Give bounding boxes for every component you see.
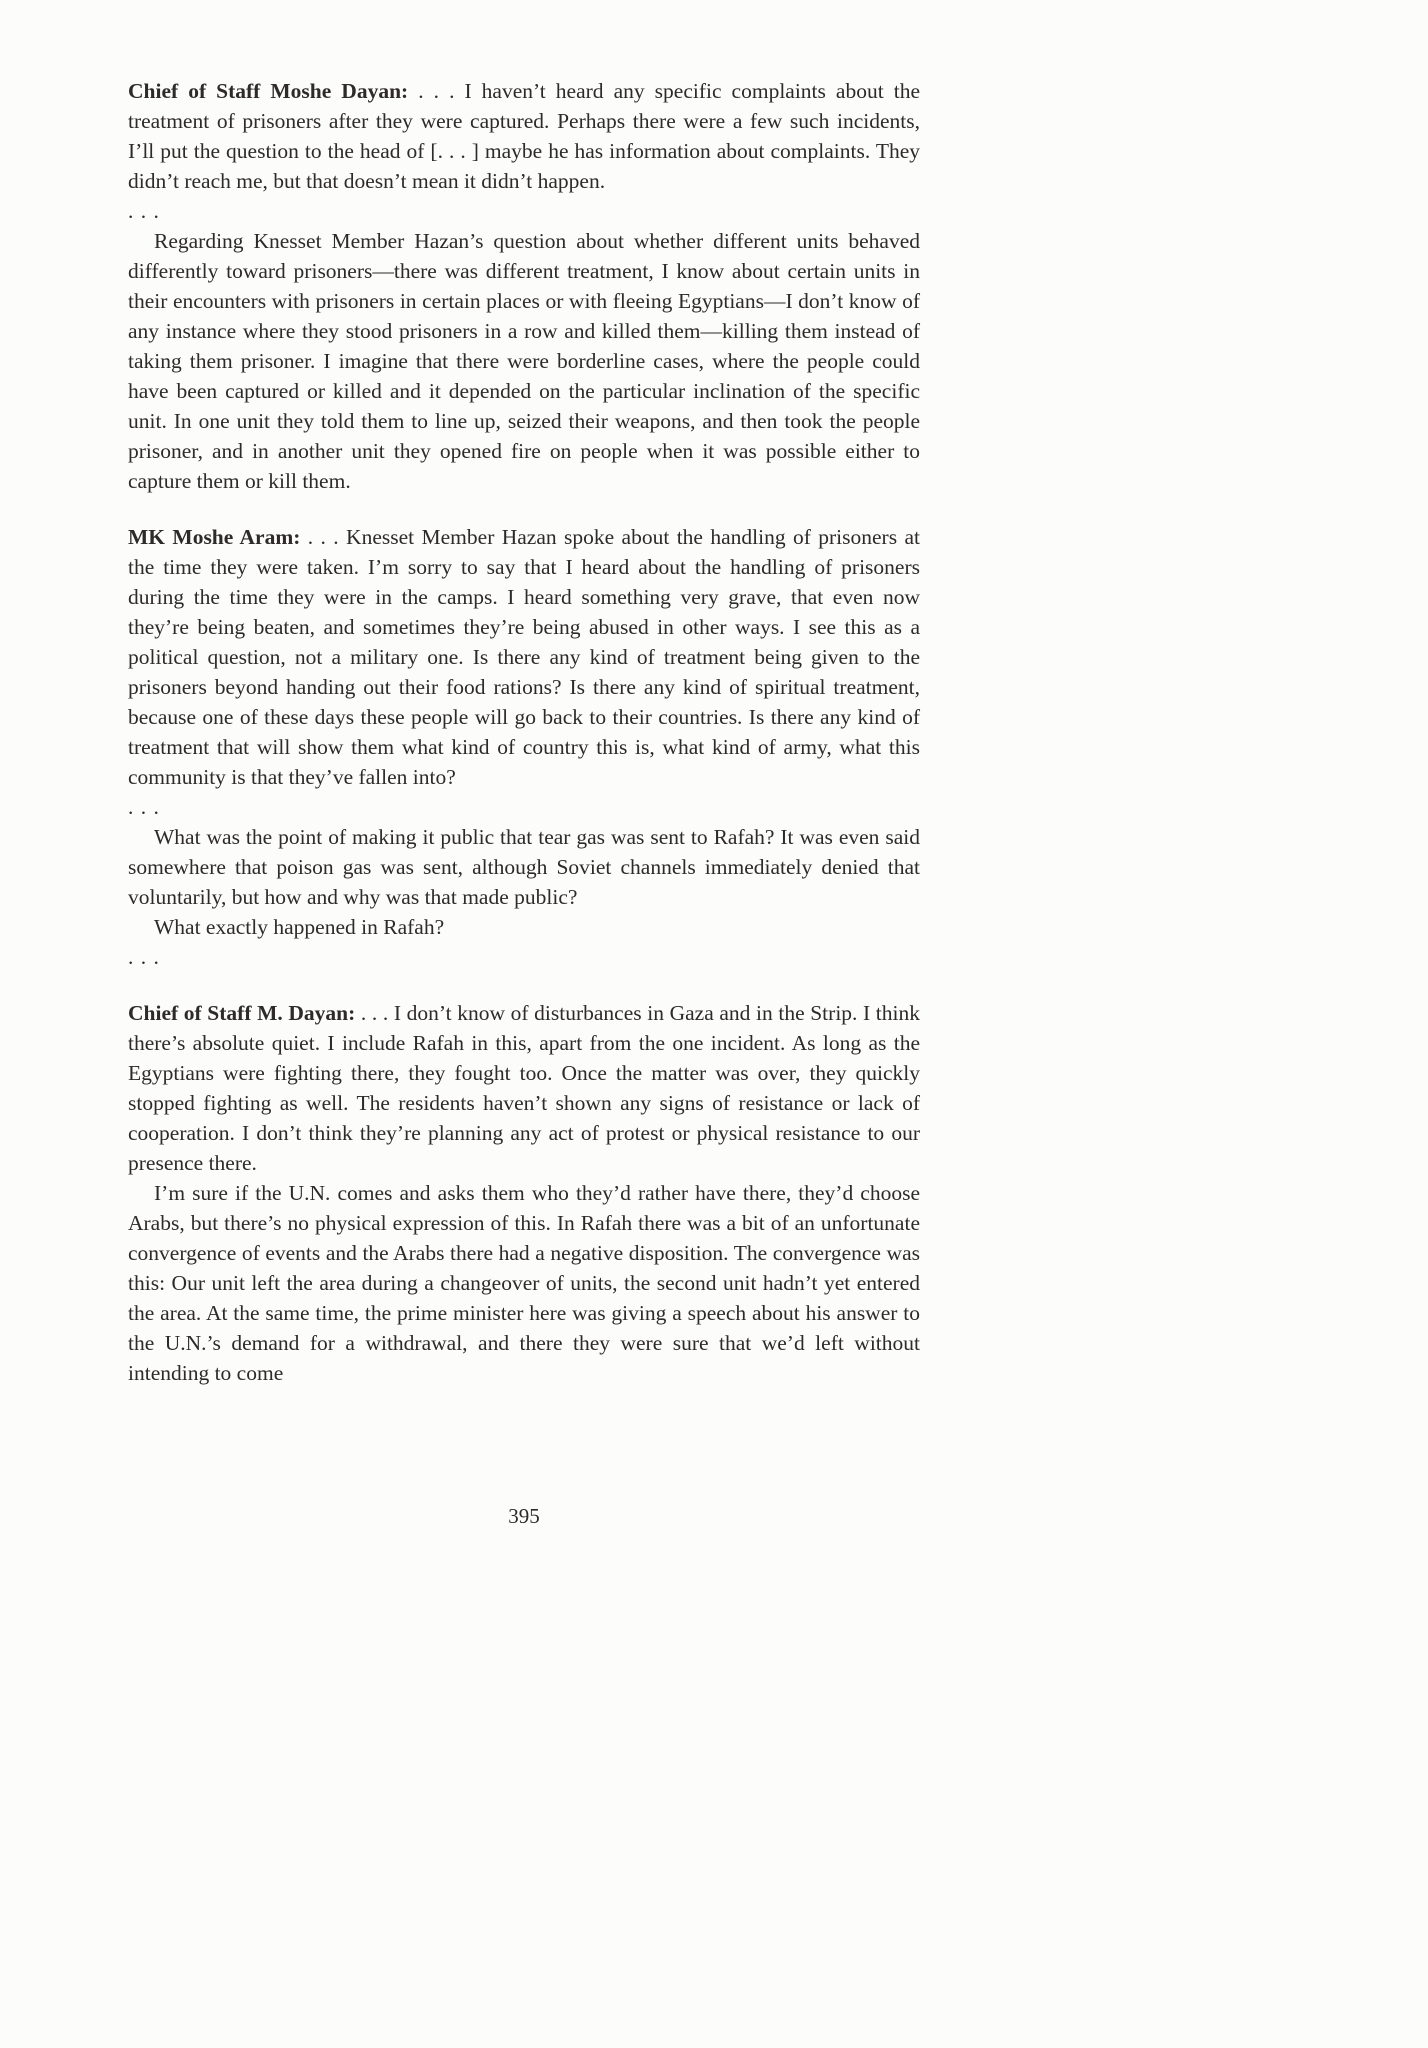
- paragraph-dayan-second-continued: I’m sure if the U.N. comes and asks them who they’d rather have there, they’d choose Arabs, but there’s no physical expression of this. In Rafah there was a bit of an unfortunate convergence of events and the Arabs there had a negative disposition. The convergence was this: Our unit left the area during a changeover of units, the second unit hadn’t yet entered the area. At the same time, the prime minister here was giving a speech about his answer to the U.N.’s demand for a withdrawal, and there they were sure that we’d left without intending to come: [128, 1181, 920, 1385]
- paragraph-aram-rafah-question: What exactly happened in Rafah?: [154, 915, 445, 939]
- page-number: 395: [508, 1504, 540, 1528]
- speaker-name: MK Moshe Aram:: [128, 525, 301, 549]
- speaker-name: Chief of Staff M. Dayan:: [128, 1001, 356, 1025]
- speaker-name: Chief of Staff Moshe Dayan:: [128, 79, 409, 103]
- paragraph-text: . . . I haven’t heard any specific complaints about the treatment of prisoners after they were captured. Perhaps there were a few such incidents, I’ll put the question to the head of [. . . ] maybe he has information about complaints. They didn’t reach me, but that doesn’t mean it didn’t happen.: [128, 79, 921, 193]
- paragraph-text: . . . I don’t know of disturbances in Gaza and in the Strip. I think there’s absolute quiet. I include Rafah in this, apart from the one incident. As long as the Egyptians were fighting there, they fought too. Once the matter was over, they quickly stopped fighting as well. The residents haven’t shown any signs of resistance or lack of cooperation. I don’t think they’re planning any act of protest or physical resistance to our presence there.: [128, 1001, 920, 1175]
- paragraph-dayan-first: [128, 76, 920, 196]
- ellipsis-line: . . .: [128, 945, 160, 969]
- paragraph-aram-teargas: What was the point of making it public that tear gas was sent to Rafah? It was even said somewhere that poison gas was sent, although Soviet channels immediately denied that voluntarily, but how and why was that made public?: [128, 825, 920, 909]
- paragraph-dayan-continued: Regarding Knesset Member Hazan’s question about whether different units behaved differently toward prisoners—there was different treatment, I know about certain units in their encounters with prisoners in certain places or with fleeing Egyptians—I don’t know of any instance where they stood prisoners in a row and killed them—killing them instead of taking them prisoner. I imagine that there were borderline cases, where the people could have been captured or killed and it depended on the particular inclination of the specific unit. In one unit they told them to line up, seized their weapons, and then took the people prisoner, and in another unit they opened fire on people when it was possible either to capture them or kill them.: [128, 229, 920, 493]
- ellipsis-line: . . .: [128, 795, 160, 819]
- ellipsis-line: . . .: [128, 199, 160, 223]
- paragraph-text: . . . Knesset Member Hazan spoke about the handling of prisoners at the time they were taken. I’m sorry to say that I heard about the handling of prisoners during the time they were in the camps. I heard something very grave, that even now they’re being beaten, and sometimes they’re being abused in other ways. I see this as a political question, not a military one. Is there any kind of treatment being given to the prisoners beyond handing out their food rations? Is there any kind of spiritual treatment, because one of these days these people will go back to their countries. Is there any kind of treatment that will show them what kind of country this is, what kind of army, what this community is that they’ve fallen into?: [128, 525, 920, 789]
- paragraph-aram: [128, 522, 920, 792]
- text-column: [128, 76, 920, 1388]
- paragraph-dayan-second: [128, 998, 920, 1178]
